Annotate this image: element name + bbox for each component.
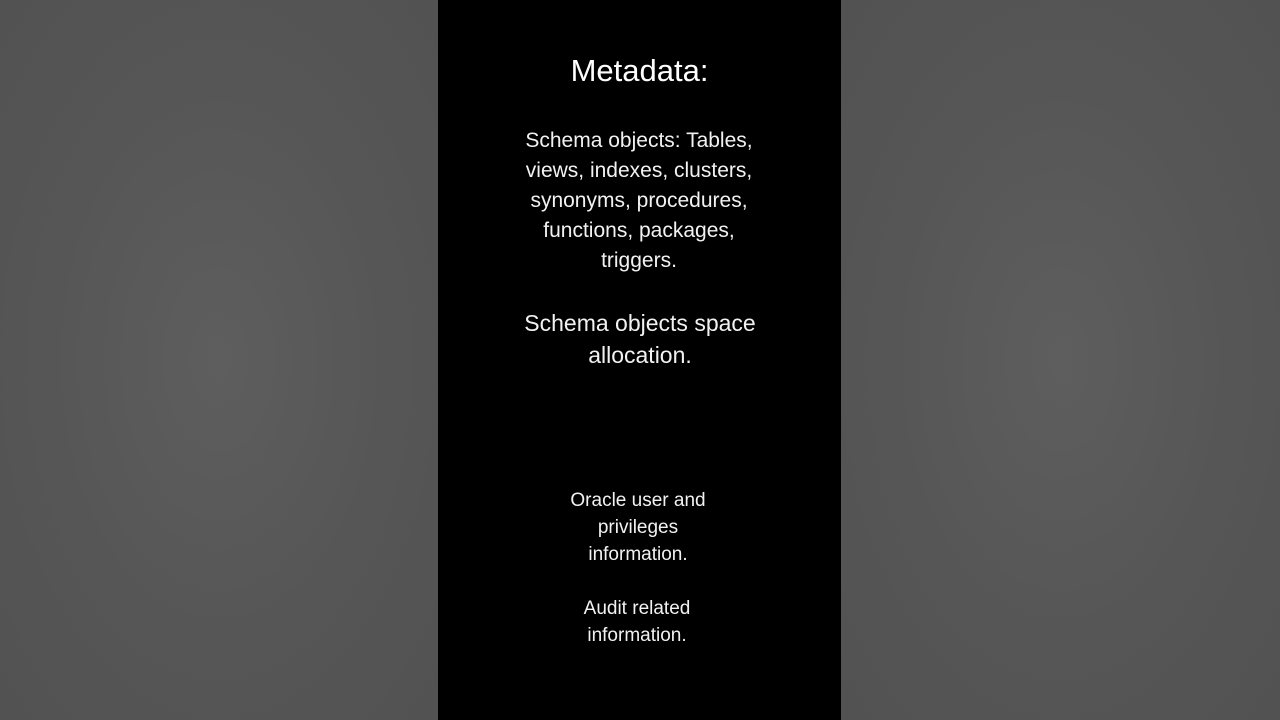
- space-allocation-text: Schema objects space allocation.: [524, 310, 756, 368]
- audit-text: Audit related information.: [583, 598, 691, 646]
- schema-objects-text: Schema objects: Tables, views, indexes, clusters, synonyms, procedures, functions, packages, triggers.: [525, 129, 753, 272]
- user-privileges-text: Oracle user and privileges information.: [570, 490, 706, 565]
- blurred-background-right: [841, 0, 1280, 720]
- video-frame: [438, 0, 841, 720]
- slide-title: Metadata:: [570, 53, 709, 88]
- blurred-background-left: [0, 0, 438, 720]
